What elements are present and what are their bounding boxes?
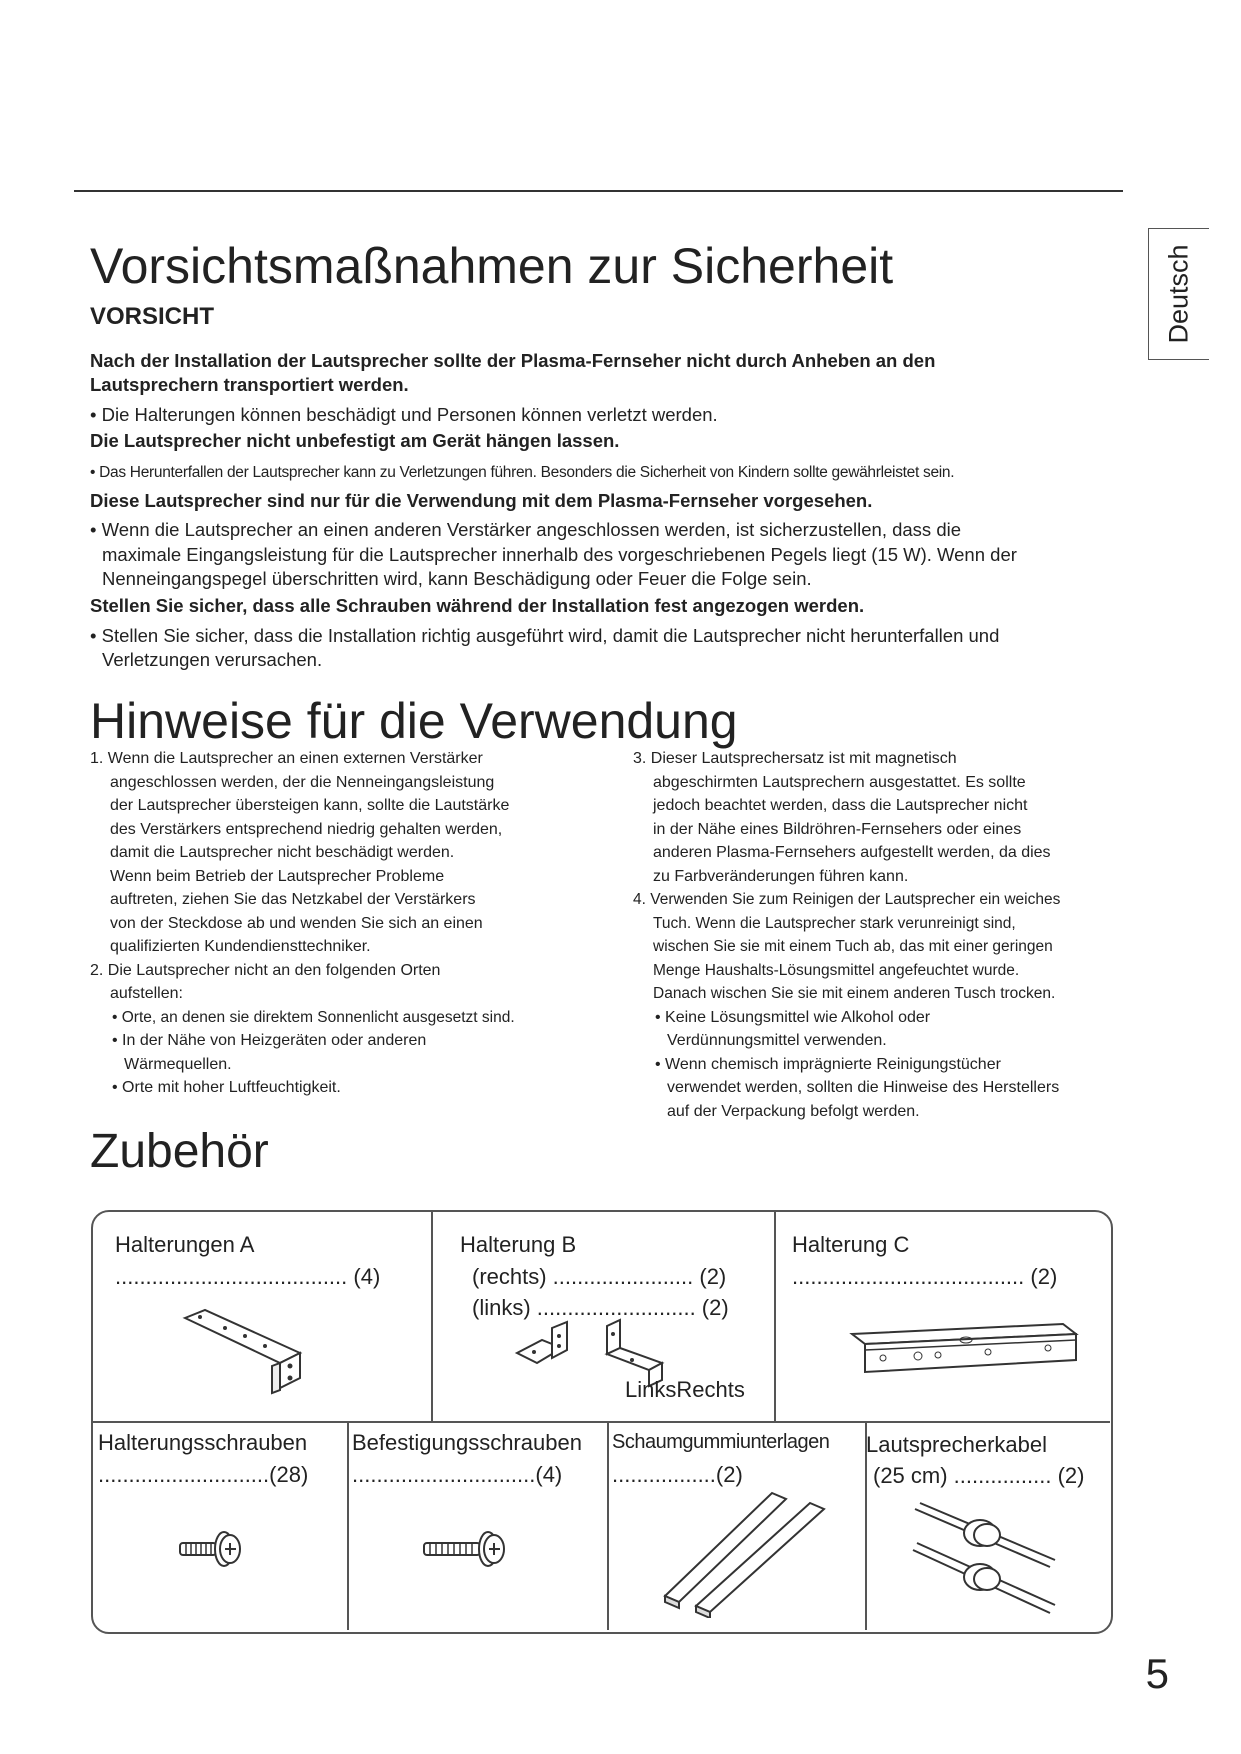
- table-divider: [607, 1421, 609, 1630]
- usage-line: abgeschirmten Lautsprechern ausgestattet. Es sollte: [653, 773, 1026, 791]
- foam-pads-qty: .................(2): [612, 1462, 743, 1487]
- bracket-a-illustration: [180, 1308, 310, 1398]
- bracket-b-left-qty: (links) .......................... (2): [472, 1295, 729, 1320]
- table-divider: [431, 1211, 433, 1421]
- usage-line: • Wenn chemisch imprägnierte Reinigungstücher: [655, 1055, 1001, 1073]
- caution-heading: VORSICHT: [90, 303, 215, 330]
- usage-line: zu Farbveränderungen führen kann.: [653, 867, 909, 885]
- usage-line: Danach wischen Sie sie mit einem anderen Tusch trocken.: [653, 985, 1056, 1002]
- safety-p2-bold: Die Lautsprecher nicht unbefestigt am Gerät hängen lassen.: [90, 430, 620, 451]
- safety-p1-bullet: • Die Halterungen können beschädigt und Personen können verletzt werden.: [90, 404, 718, 425]
- safety-p3-bullet-3: Nenneingangspegel überschritten wird, kann Beschädigung oder Feuer die Folge sein.: [102, 568, 812, 589]
- usage-line: • In der Nähe von Heizgeräten oder anderen: [112, 1032, 427, 1049]
- speaker-cable-illustration: [905, 1495, 1075, 1620]
- usage-line: verwendet werden, sollten die Hinweise des Herstellers: [667, 1079, 1060, 1096]
- bracket-b-caption: [625, 1374, 745, 1405]
- usage-line: Verdünnungsmittel verwenden.: [667, 1032, 887, 1049]
- bracket-c-illustration: [848, 1320, 1080, 1380]
- usage-right-column: [633, 747, 1133, 1123]
- usage-line: 4. Verwenden Sie zum Reinigen der Lautsprecher ein weiches: [633, 891, 1061, 908]
- table-divider: [774, 1211, 776, 1421]
- usage-line: • Orte mit hoher Luftfeuchtigkeit.: [112, 1079, 341, 1096]
- usage-line: aufstellen:: [110, 985, 183, 1002]
- safety-p3-bullet-1: • Wenn die Lautsprecher an einen anderen Verstärker angeschlossen werden, ist sicherzustellen, dass die: [90, 519, 962, 540]
- table-divider: [347, 1421, 349, 1630]
- language-tab: [1148, 228, 1209, 360]
- usage-line: • Keine Lösungsmittel wie Alkohol oder: [655, 1008, 931, 1026]
- usage-line: Menge Haushalts-Lösungsmittel angefeuchtet wurde.: [653, 961, 1020, 979]
- screw-icon: [422, 1527, 512, 1571]
- foam-pads-name: Schaumgummiunterlagen: [612, 1431, 830, 1453]
- bracket-c-qty: ...................................... (2): [792, 1264, 1058, 1289]
- fixing-screws-name: Befestigungsschrauben: [352, 1430, 582, 1455]
- safety-p3-bold: Diese Lautsprecher sind nur für die Verwendung mit dem Plasma-Fernseher vorgesehen.: [90, 490, 873, 511]
- foam-pads-illustration: [660, 1488, 840, 1618]
- usage-line: Wärmequellen.: [124, 1055, 232, 1073]
- accessories-title: Zubehör: [90, 1125, 269, 1178]
- safety-p1-bold-2: Lautsprechern transportiert werden.: [90, 374, 409, 395]
- safety-p4-bullet-1: • Stellen Sie sicher, dass die Installation richtig ausgeführt wird, damit die Lautsprecher nicht herunterfallen und: [90, 625, 1000, 646]
- bracket-b-right-qty: (rechts) ....................... (2): [472, 1264, 727, 1289]
- table-divider: [92, 1421, 1110, 1423]
- usage-line: • Orte, an denen sie direktem Sonnenlicht ausgesetzt sind.: [112, 1008, 515, 1026]
- usage-left-column: [90, 747, 630, 1100]
- bracket-a-qty: ...................................... (4): [115, 1264, 381, 1289]
- safety-p3-bullet-2: maximale Eingangsleistung für die Lautsprecher innerhalb des vorgeschriebenen Pegels liegt (15 W). Wenn der: [102, 544, 1017, 565]
- usage-line: 1. Wenn die Lautsprecher an einen externen Verstärker: [90, 750, 483, 767]
- bracket-b-caption-rechts: Rechts: [676, 1377, 745, 1402]
- usage-line: Wenn beim Betrieb der Lautsprecher Probleme: [110, 867, 445, 885]
- usage-line: damit die Lautsprecher nicht beschädigt werden.: [110, 844, 455, 861]
- page-number: 5: [1145, 1650, 1169, 1697]
- usage-line: 2. Die Lautsprecher nicht an den folgenden Orten: [90, 961, 441, 979]
- safety-p4-bullet-2: Verletzungen verursachen.: [102, 649, 323, 670]
- usage-line: auftreten, ziehen Sie das Netzkabel der Verstärkers: [110, 891, 476, 908]
- bracket-b-caption-links: Links: [625, 1377, 677, 1402]
- usage-line: auf der Verpackung befolgt werden.: [667, 1102, 920, 1120]
- language-tab-label: Deutsch: [1163, 244, 1194, 344]
- usage-line: Tuch. Wenn die Lautsprecher stark verunreinigt sind,: [653, 914, 1016, 932]
- speaker-cable-name: Lautsprecherkabel: [866, 1432, 1048, 1457]
- bracket-a-name: Halterungen A: [115, 1232, 255, 1257]
- fixing-screws-qty: ..............................(4): [352, 1462, 563, 1487]
- usage-line: anderen Plasma-Fernsehers aufgestellt werden, da dies: [653, 844, 1051, 861]
- bracket-b-name: Halterung B: [460, 1232, 577, 1257]
- mount-screws-qty: ............................(28): [98, 1462, 309, 1487]
- usage-line: der Lautsprecher übersteigen kann, sollte die Lautstärke: [110, 797, 510, 814]
- usage-line: angeschlossen werden, der die Nenneingangsleistung: [110, 773, 495, 791]
- usage-line: des Verstärkers entsprechend niedrig gehalten werden,: [110, 820, 503, 838]
- safety-title: Vorsichtsmaßnahmen zur Sicherheit: [90, 238, 894, 294]
- screw-icon: [178, 1527, 248, 1571]
- safety-p1-bold-1: Nach der Installation der Lautsprecher sollte der Plasma-Fernseher nicht durch Anheben an den: [90, 350, 936, 371]
- mount-screws-name: Halterungsschrauben: [98, 1430, 308, 1455]
- safety-p2-bullet: • Das Herunterfallen der Lautsprecher kann zu Verletzungen führen. Besonders die Sicherheit von Kindern sollte gewährleistet sein.: [90, 464, 955, 481]
- bracket-c-name: Halterung C: [792, 1232, 910, 1257]
- usage-line: 3. Dieser Lautsprechersatz ist mit magnetisch: [633, 750, 957, 767]
- usage-line: von der Steckdose ab und wenden Sie sich an einen: [110, 914, 483, 932]
- safety-p4-bold: Stellen Sie sicher, dass alle Schrauben während der Installation fest angezogen werden.: [90, 595, 865, 616]
- usage-line: qualifizierten Kundendiensttechniker.: [110, 938, 371, 955]
- usage-title: Hinweise für die Verwendung: [90, 693, 738, 749]
- usage-line: in der Nähe eines Bildröhren-Fernsehers oder eines: [653, 820, 1022, 838]
- usage-line: jedoch beachtet werden, dass die Lautsprecher nicht: [653, 797, 1028, 814]
- speaker-cable-qty: (25 cm) ................ (2): [873, 1463, 1085, 1488]
- header-rule: [74, 190, 1123, 192]
- usage-line: wischen Sie sie mit einem Tuch ab, das mit einer geringen: [653, 938, 1053, 955]
